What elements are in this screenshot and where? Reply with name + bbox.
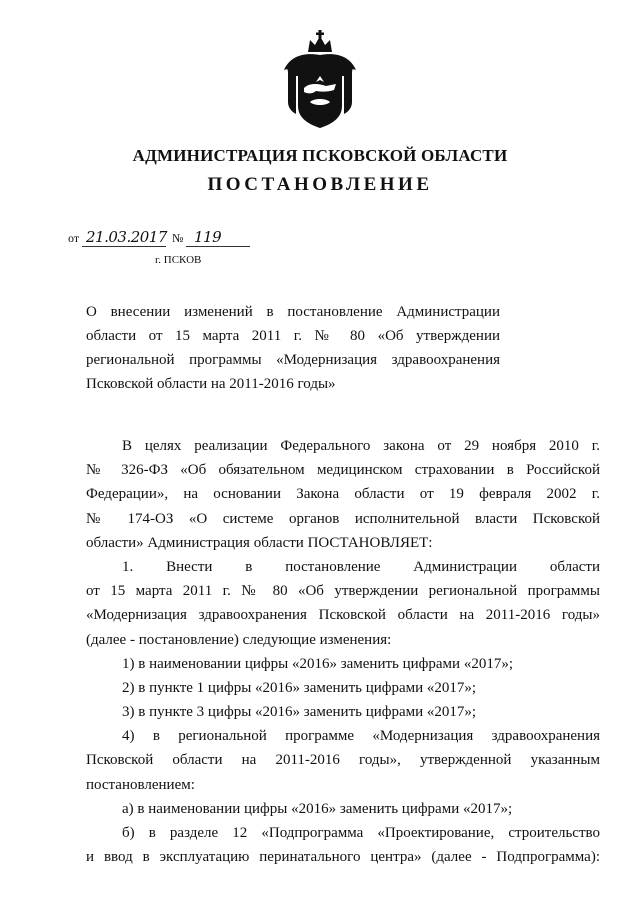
title-line: О внесении изменений в постановление Администрации	[86, 304, 500, 320]
title-line: области от 15 марта 2011 г. № 80 «Об утверждении	[86, 328, 500, 344]
list-item: 3) в пункте 3 цифры «2016» заменить цифрами «2017»;	[122, 704, 477, 721]
body-line: Федерации», на основании Закона области от 19 февраля 2002 г.	[86, 486, 600, 503]
body-line: № 174-ОЗ «О системе органов исполнительной власти Псковской	[86, 510, 600, 527]
title-line: Псковской области на 2011-2016 годы»	[86, 376, 336, 392]
from-label: от	[68, 231, 80, 245]
number-label: №	[172, 231, 184, 245]
body-line: постановлением:	[86, 776, 195, 793]
body-line: 1. Внести в постановление Администрации области	[122, 558, 600, 575]
body-line: В целях реализации Федерального закона от 29 ноября 2010 г.	[122, 438, 600, 454]
title-line: региональной программы «Модернизация здравоохранения	[86, 352, 500, 368]
coat-of-arms-emblem	[280, 28, 360, 130]
city-label: г. ПСКОВ	[155, 254, 202, 266]
number-underline	[186, 246, 250, 247]
handwritten-date: 21.03.2017	[86, 228, 167, 246]
body-line: области» Администрация области ПОСТАНОВЛЯЕТ:	[86, 534, 433, 551]
organization-title: АДМИНИСТРАЦИЯ ПСКОВСКОЙ ОБЛАСТИ	[132, 146, 508, 165]
date-underline	[82, 246, 166, 247]
list-item: б) в разделе 12 «Подпрограмма «Проектирование, строительство	[122, 825, 600, 841]
list-item: 2) в пункте 1 цифры «2016» заменить цифрами «2017»;	[122, 679, 477, 696]
document-body	[86, 434, 600, 869]
list-item: 1) в наименовании цифры «2016» заменить цифрами «2017»;	[122, 655, 513, 672]
body-line: и ввод в эксплуатацию перинатального центра» (далее - Подпрограмма):	[86, 849, 600, 866]
body-line: № 326-ФЗ «Об обязательном медицинском страховании в Российской	[86, 462, 600, 479]
body-line: от 15 марта 2011 г. № 80 «Об утверждении региональной программы	[86, 583, 600, 600]
body-line: «Модернизация здравоохранения Псковской области на 2011-2016 годы»	[86, 607, 600, 624]
document-type-title: ПОСТАНОВЛЕНИЕ	[207, 174, 433, 195]
body-line: (далее - постановление) следующие изменения:	[86, 631, 392, 648]
handwritten-number: 119	[194, 228, 222, 246]
date-number-line	[68, 226, 258, 250]
list-item: 4) в региональной программе «Модернизация здравоохранения	[122, 728, 600, 745]
list-item: а) в наименовании цифры «2016» заменить цифрами «2017»;	[122, 800, 513, 817]
document-title	[86, 300, 500, 396]
body-line: Псковской области на 2011-2016 годы», утвержденной указанным	[86, 752, 600, 769]
